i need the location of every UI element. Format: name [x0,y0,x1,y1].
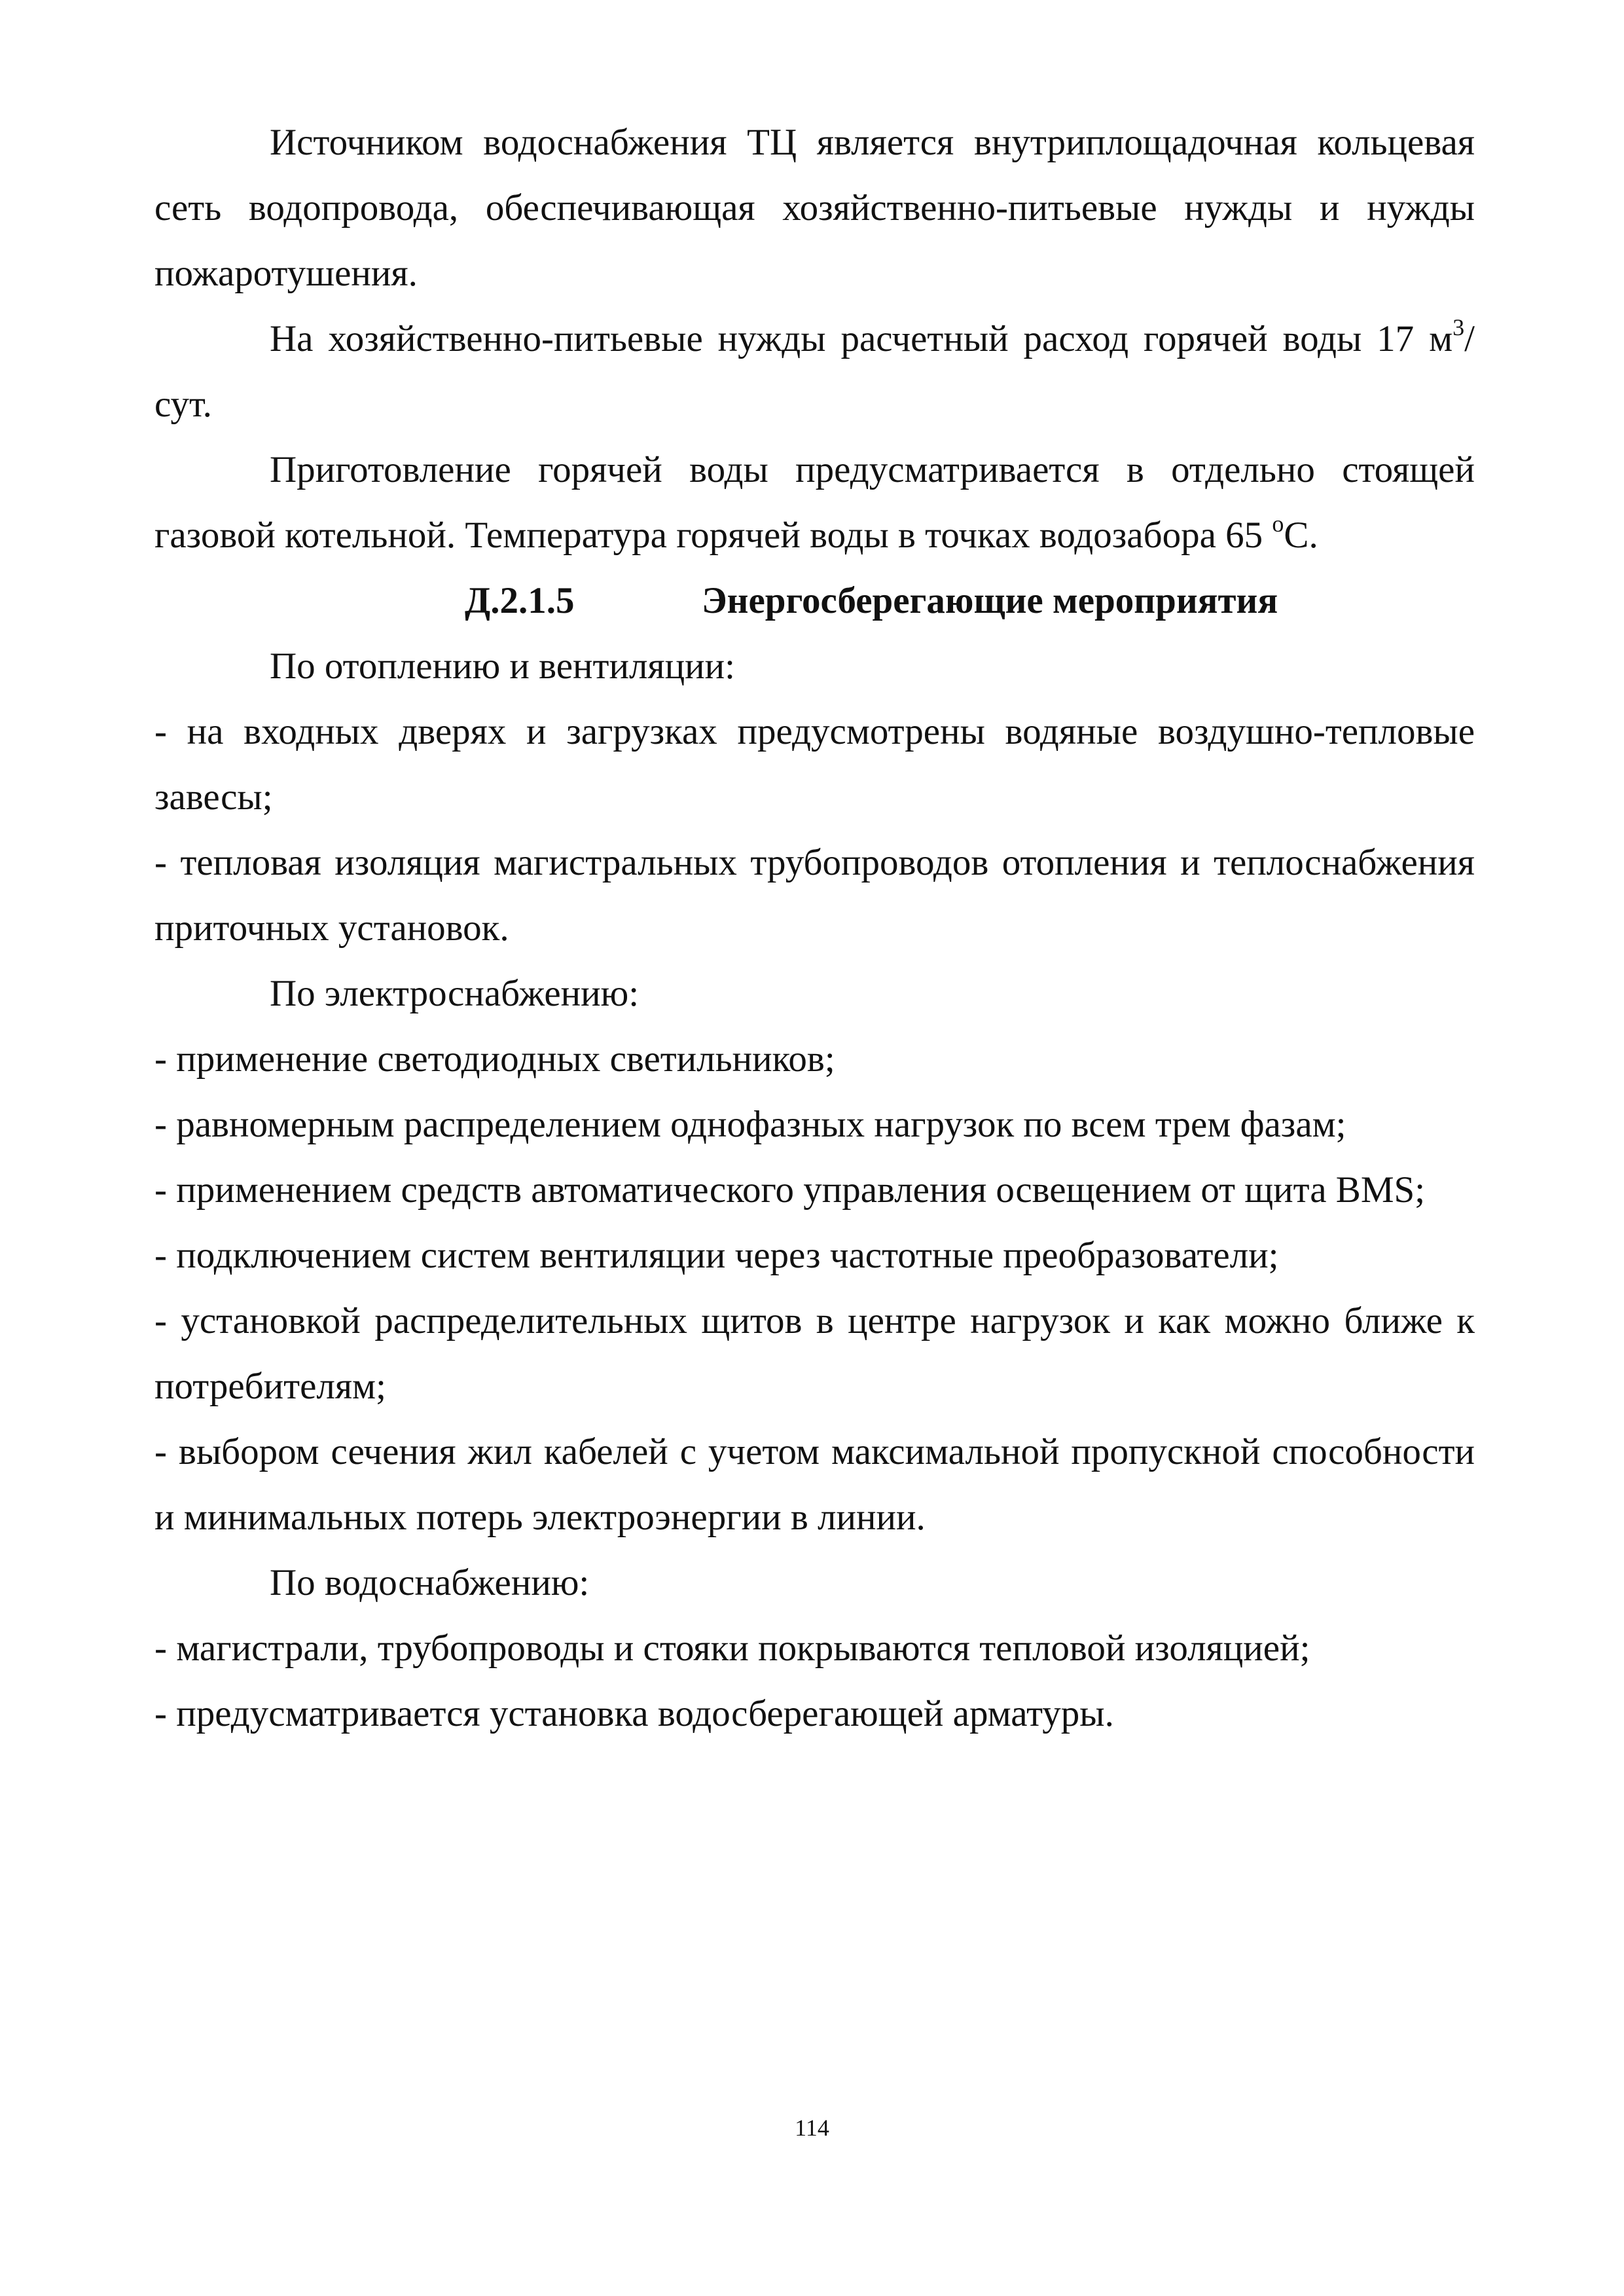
power-item: - применением средств автоматического управления освещением от щита BMS; [154,1169,1426,1211]
cubic-superscript: 3 [1453,314,1465,340]
power-item: - применение светодиодных светильников; [154,1038,835,1080]
temperature-unit: С. [1284,515,1318,556]
paragraph-hot-water-consumption [154,306,1475,437]
heating-subtitle: По отоплению и вентиляции: [270,646,735,687]
power-item: - подключением систем вентиляции через частотные преобразователи; [154,1235,1279,1276]
page-number: 114 [795,2115,829,2141]
heating-item: - тепловая изоляция магистральных трубопроводов отопления и теплоснабжения приточных установок. [154,842,1475,949]
section-heading [154,568,1475,634]
water-item: - предусматривается установка водосберегающей арматуры. [154,1693,1114,1734]
paragraph-water-source: Источником водоснабжения ТЦ является внутриплощадочная кольцевая сеть водопровода, обеспечивающая хозяйственно-питьевые нужды и нужды пожаротушения. [154,122,1475,294]
power-item: - установкой распределительных щитов в центре нагрузок и как можно ближе к потребителям; [154,1300,1475,1407]
document-body [154,110,1475,1747]
water-subtitle: По водоснабжению: [270,1562,590,1603]
hot-water-consumption-unit: /сут. [154,318,1475,425]
section-number: Д.2.1.5 [465,580,575,621]
hot-water-consumption-text: На хозяйственно-питьевые нужды расчетный расход горячей воды 17 м [270,318,1453,359]
section-title: Энергосберегающие мероприятия [702,580,1278,621]
water-item: - магистрали, трубопроводы и стояки покрываются тепловой изоляцией; [154,1628,1310,1669]
power-item: - выбором сечения жил кабелей с учетом максимальной пропускной способности и минимальных потерь электроэнергии в линии. [154,1431,1475,1538]
hot-water-preparation-text: Приготовление горячей воды предусматривается в отдельно стоящей газовой котельной. Температура горячей воды в точках водозабора 65 [154,449,1475,556]
heating-item: - на входных дверях и загрузках предусмотрены водяные воздушно-тепловые завесы; [154,711,1475,818]
power-subtitle: По электроснабжению: [270,973,640,1014]
power-item: - равномерным распределением однофазных нагрузок по всем трем фазам; [154,1104,1346,1145]
degree-superscript: о [1272,511,1284,537]
paragraph-hot-water-preparation [154,437,1475,568]
